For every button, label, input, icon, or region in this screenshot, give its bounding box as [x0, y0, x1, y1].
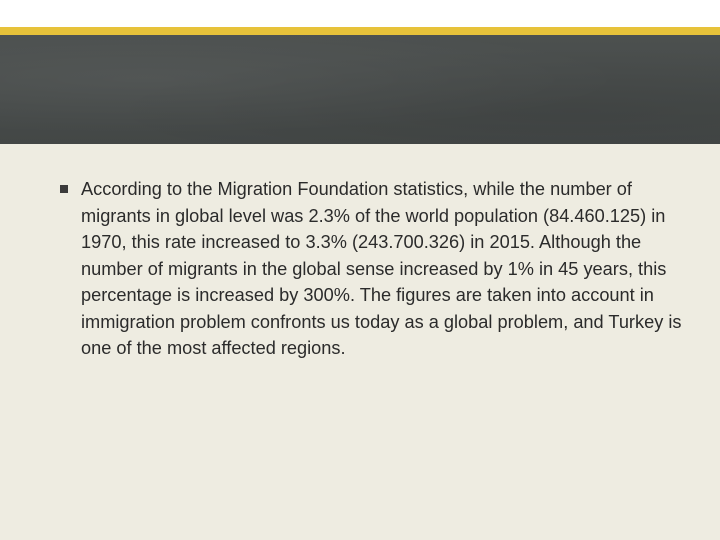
bullet-text: According to the Migration Foundation statistics, while the number of migrants in global level was 2.3% of the world population (84.460.125) in 1970, this rate increased to 3.3% (243.700.326) in 2015. Although the number of migrants in the global sense increased by 1% in 45 years, this percentage is increased by 300%. The figures are taken into account in immigration problem confronts us today as a global problem, and Turkey is one of the most affected regions.: [81, 179, 682, 358]
content-area: [60, 176, 690, 362]
top-strip: [0, 0, 720, 27]
bullet-item: [60, 176, 690, 362]
square-bullet-icon: [60, 185, 68, 193]
accent-bar: [0, 27, 720, 35]
header-band: [0, 35, 720, 144]
